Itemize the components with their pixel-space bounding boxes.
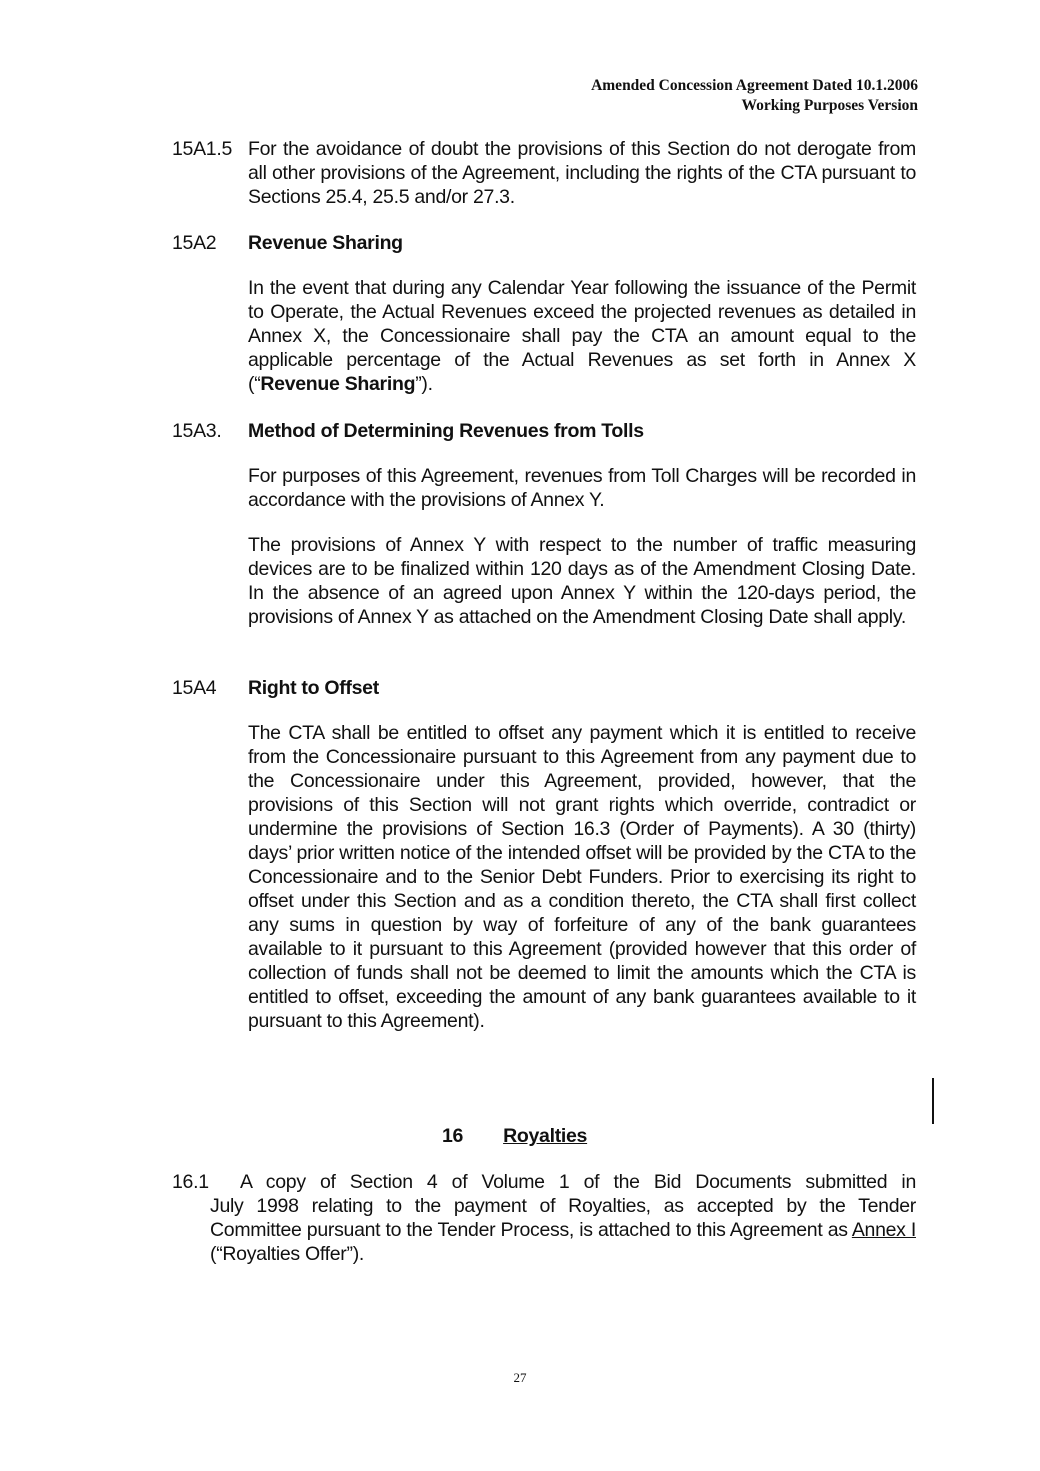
annex-i-link[interactable]: Annex I [851, 1219, 916, 1241]
paragraph: For purposes of this Agreement, revenues from Toll Charges will be recorded in accordance with the provisions of Annex Y. [248, 465, 916, 511]
section-16-number: 16 [442, 1125, 464, 1147]
text-run: (“Royalties Offer”). [210, 1243, 364, 1265]
section-15a2-number: 15A2 [172, 232, 217, 254]
section-15a3-para-1 [248, 464, 916, 512]
section-16-heading [442, 1124, 587, 1148]
page-number: 27 [513, 1370, 527, 1385]
section-15a1-5-text [248, 137, 916, 209]
section-16-1-continuation [172, 1194, 916, 1266]
text-run: A copy of Section 4 of Volume 1 of the Bid Documents submitted in [240, 1171, 916, 1193]
section-15a1-5-paragraph: For the avoidance of doubt the provisions of this Section do not derogate from all other provisions of the Agreement, including the rights of the CTA pursuant to Sections 25.4, 25.5 and/or 27.3. [248, 138, 916, 208]
section-15a4-number: 15A4 [172, 677, 217, 699]
header-line-2: Working Purposes Version [741, 97, 918, 114]
section-16-1 [172, 1170, 916, 1266]
header-line-1: Amended Concession Agreement Dated 10.1.2006 [591, 77, 918, 94]
section-15a2-paragraph [248, 276, 916, 396]
section-15a4-text [248, 721, 916, 1033]
running-header [591, 76, 918, 116]
text-run: July 1998 relating to the payment of Royalties, as accepted by the Tender Committee pursuant to the Tender Process, is attached to this Agreement as [210, 1195, 916, 1241]
paragraph: The provisions of Annex Y with respect to the number of traffic measuring devices are to be finalized within 120 days as of the Amendment Closing Date. In the absence of an agreed upon Annex Y within the 120-days period, the provisions of Annex Y as attached on the Amendment Closing Date shall apply. [248, 534, 916, 628]
section-16-title: Royalties [503, 1125, 588, 1147]
paragraph: The CTA shall be entitled to offset any payment which it is entitled to receive from the Concessionaire pursuant to this Agreement from any payment due to the Concessionaire under this Agreement, provided, however, that the provisions of this Section will not grant rights which override, contradict or undermine the provisions of Section 16.3 (Order of Payments). A 30 (thirty) days’ prior written notice of the intended offset will be provided by the CTA to the Concessionaire and to the Senior Debt Funders. Prior to exercising its right to offset under this Section and as a condition thereto, the CTA shall first collect any sums in question by way of forfeiture of any of the bank guarantees available to it pursuant to this Agreement (provided however that this order of collection of funds shall not be deemed to limit the amounts which the CTA is entitled to offset, exceeding the amount of any bank guarantees available to it pursuant to this Agreement). [248, 722, 916, 1032]
section-16-1-number: 16.1 [172, 1171, 209, 1193]
text-run: In the event that during any Calendar Year following the issuance of the Permit to Operate, the Actual Revenues exceed the projected revenues as detailed in Annex X, the Concessionaire shall pay the CTA an amount equal to the applicable percentage of the Actual Revenues as set forth in Annex X (“ [248, 277, 916, 395]
section-15a3-number: 15A3. [172, 420, 222, 442]
section-15a3-heading: Method of Determining Revenues from Tolls [248, 420, 644, 442]
defined-term-revenue-sharing: Revenue Sharing [260, 373, 416, 395]
section-15a2-text [248, 276, 916, 396]
text-run: ”). [415, 373, 433, 395]
section-16-1-first-line [172, 1170, 916, 1194]
section-15a1-5-number: 15A1.5 [172, 138, 233, 160]
section-15a2-heading: Revenue Sharing [248, 232, 403, 254]
section-15a3-para-2 [248, 533, 916, 629]
revision-change-bar [932, 1078, 934, 1124]
section-15a4-heading: Right to Offset [248, 677, 379, 699]
